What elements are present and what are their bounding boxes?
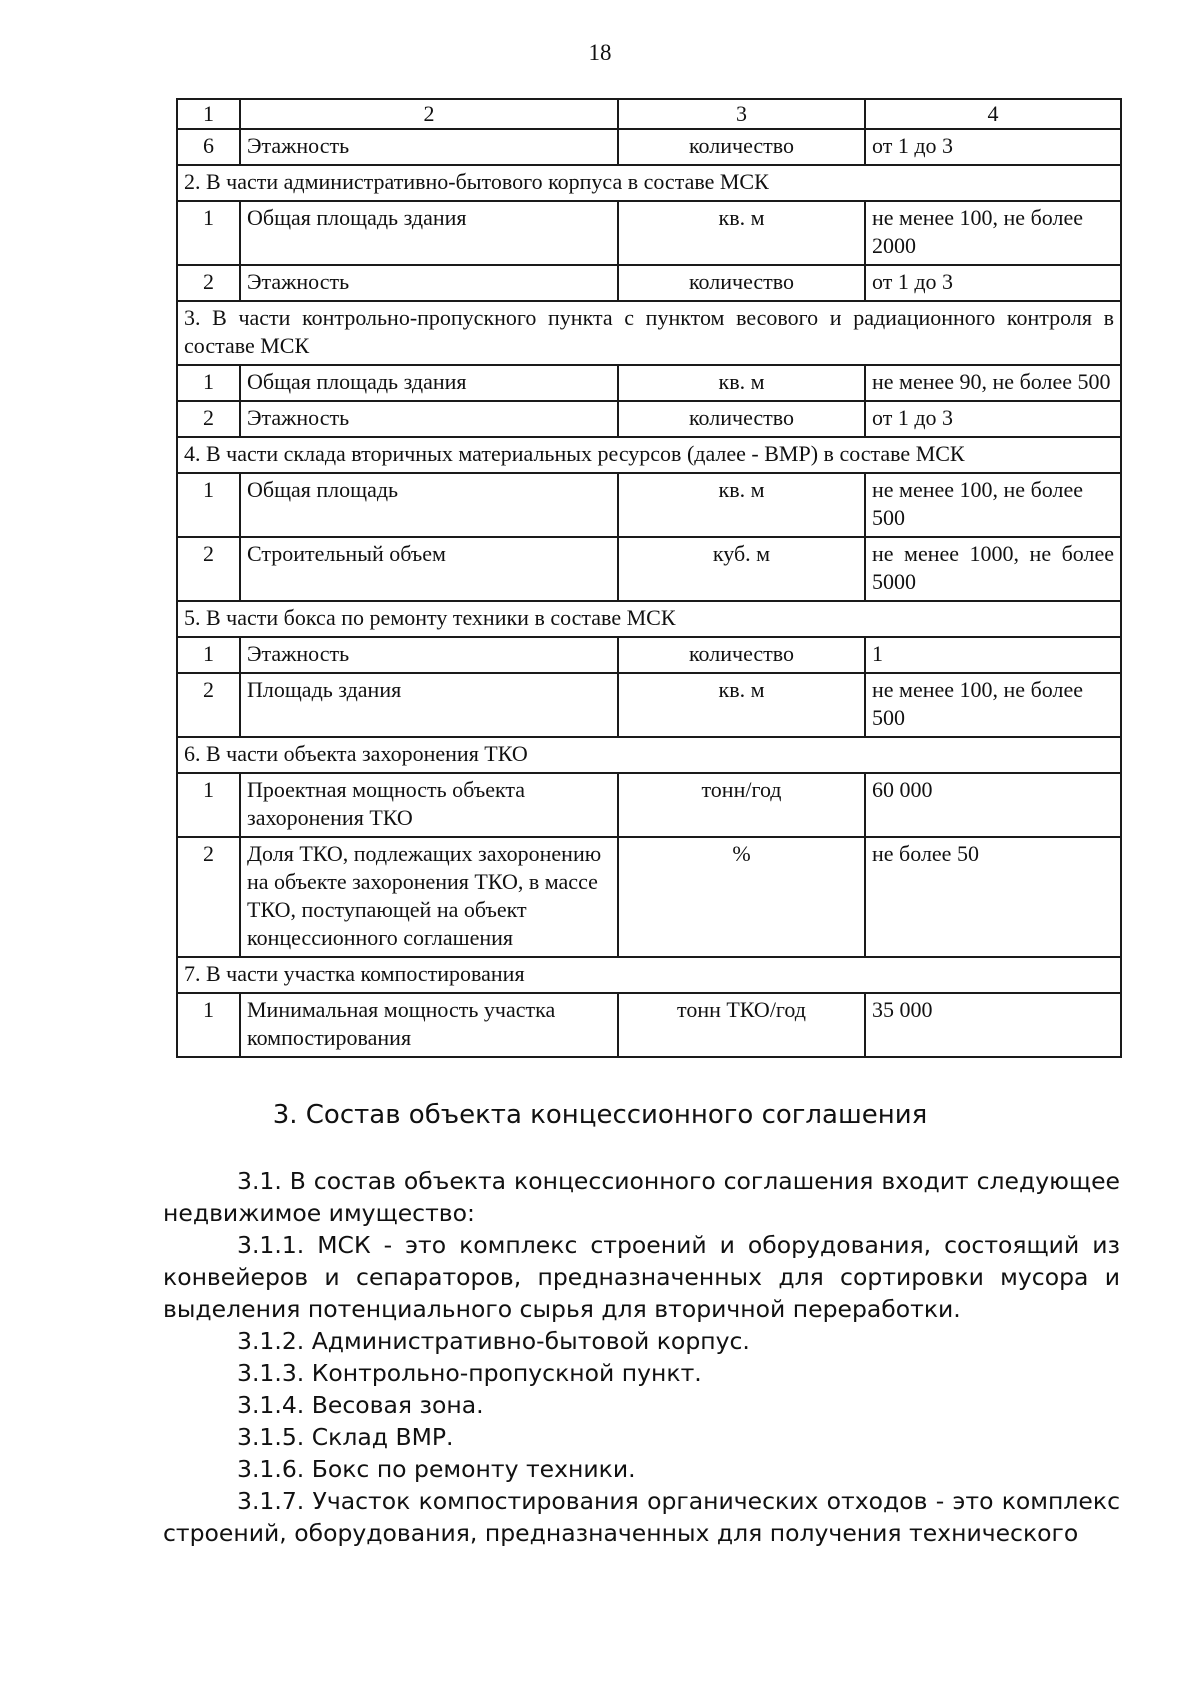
section-row — [177, 957, 1121, 993]
row-unit: количество — [618, 637, 865, 673]
row-value: 35 000 — [865, 993, 1121, 1057]
table-row — [177, 401, 1121, 437]
row-parameter: Общая площадь здания — [240, 201, 618, 265]
table-row — [177, 473, 1121, 537]
section-title: 2. В части административно-бытового корпуса в составе МСК — [177, 165, 1121, 201]
row-value: от 1 до 3 — [865, 401, 1121, 437]
paragraph: 3.1.6. Бокс по ремонту техники. — [237, 1455, 636, 1483]
row-value: не более 50 — [865, 837, 1121, 957]
row-value: от 1 до 3 — [865, 265, 1121, 301]
row-unit: тонн ТКО/год — [618, 993, 865, 1057]
table-header-row — [177, 99, 1121, 129]
row-number: 1 — [177, 637, 240, 673]
row-value: не менее 100, не более 500 — [865, 473, 1121, 537]
section-title: 6. В части объекта захоронения ТКО — [177, 737, 1121, 773]
row-parameter: Минимальная мощность участка компостирования — [240, 993, 618, 1057]
row-value: не менее 90, не более 500 — [865, 365, 1121, 401]
row-value: не менее 1000, не более 5000 — [865, 537, 1121, 601]
table-row — [177, 773, 1121, 837]
table-row — [177, 637, 1121, 673]
section-row — [177, 601, 1121, 637]
row-value: 60 000 — [865, 773, 1121, 837]
row-parameter: Проектная мощность объекта захоронения ТКО — [240, 773, 618, 837]
row-number: 6 — [177, 129, 240, 165]
row-unit: кв. м — [618, 365, 865, 401]
section-row — [177, 165, 1121, 201]
section-heading: 3. Состав объекта концессионного соглашения — [272, 1100, 928, 1130]
section-row — [177, 737, 1121, 773]
paragraph: 3.1.5. Склад ВМР. — [237, 1423, 454, 1451]
page-number: 18 — [588, 40, 612, 65]
section-row — [177, 301, 1121, 365]
table-row — [177, 673, 1121, 737]
table-header-cell: 1 — [177, 99, 240, 129]
row-parameter: Доля ТКО, подлежащих захоронению на объекте захоронения ТКО, в массе ТКО, поступающей на объект концессионного соглашения — [240, 837, 618, 957]
table-row — [177, 129, 1121, 165]
section-title: 4. В части склада вторичных материальных ресурсов (далее - ВМР) в составе МСК — [177, 437, 1121, 473]
row-unit: куб. м — [618, 537, 865, 601]
row-number: 2 — [177, 673, 240, 737]
paragraph: 3.1.2. Административно-бытовой корпус. — [237, 1327, 750, 1355]
row-unit: % — [618, 837, 865, 957]
row-unit: количество — [618, 401, 865, 437]
row-value: от 1 до 3 — [865, 129, 1121, 165]
row-parameter: Площадь здания — [240, 673, 618, 737]
section-title: 3. В части контрольно-пропускного пункта с пунктом весового и радиационного контроля в составе МСК — [177, 301, 1121, 365]
table-header-cell: 3 — [618, 99, 865, 129]
section-title: 5. В части бокса по ремонту техники в составе МСК — [177, 601, 1121, 637]
row-number: 2 — [177, 537, 240, 601]
row-parameter: Этажность — [240, 637, 618, 673]
table-header-cell: 4 — [865, 99, 1121, 129]
row-unit: количество — [618, 265, 865, 301]
paragraph: 3.1.1. МСК - это комплекс строений и оборудования, состоящий из конвейеров и сепараторов, предназначенных для сортировки мусора и выделения потенциального сырья для вторичной переработки. — [163, 1231, 1120, 1323]
paragraph: 3.1. В состав объекта концессионного соглашения входит следующее недвижимое имущество: — [163, 1167, 1120, 1227]
row-parameter: Этажность — [240, 265, 618, 301]
row-number: 1 — [177, 993, 240, 1057]
row-unit: кв. м — [618, 673, 865, 737]
row-parameter: Общая площадь — [240, 473, 618, 537]
row-parameter: Общая площадь здания — [240, 365, 618, 401]
row-unit: кв. м — [618, 201, 865, 265]
paragraph: 3.1.4. Весовая зона. — [237, 1391, 484, 1419]
row-value: не менее 100, не более 500 — [865, 673, 1121, 737]
paragraph: 3.1.7. Участок компостирования органических отходов - это комплекс строений, оборудования, предназначенных для получения технического — [163, 1487, 1120, 1547]
row-value: 1 — [865, 637, 1121, 673]
row-number: 2 — [177, 837, 240, 957]
row-parameter: Этажность — [240, 401, 618, 437]
table-row — [177, 993, 1121, 1057]
section-row — [177, 437, 1121, 473]
section-title: 7. В части участка компостирования — [177, 957, 1121, 993]
row-parameter: Этажность — [240, 129, 618, 165]
row-unit: количество — [618, 129, 865, 165]
body-text — [163, 1165, 1120, 1549]
row-number: 1 — [177, 365, 240, 401]
table-header-cell: 2 — [240, 99, 618, 129]
table-row — [177, 537, 1121, 601]
row-number: 1 — [177, 201, 240, 265]
row-unit: тонн/год — [618, 773, 865, 837]
table-row — [177, 201, 1121, 265]
row-number: 1 — [177, 473, 240, 537]
row-number: 2 — [177, 265, 240, 301]
row-number: 1 — [177, 773, 240, 837]
requirements-table — [176, 98, 1122, 1058]
table-row — [177, 837, 1121, 957]
row-value: не менее 100, не более 2000 — [865, 201, 1121, 265]
table-row — [177, 365, 1121, 401]
paragraph: 3.1.3. Контрольно-пропускной пункт. — [237, 1359, 702, 1387]
row-unit: кв. м — [618, 473, 865, 537]
row-number: 2 — [177, 401, 240, 437]
table-row — [177, 265, 1121, 301]
row-parameter: Строительный объем — [240, 537, 618, 601]
